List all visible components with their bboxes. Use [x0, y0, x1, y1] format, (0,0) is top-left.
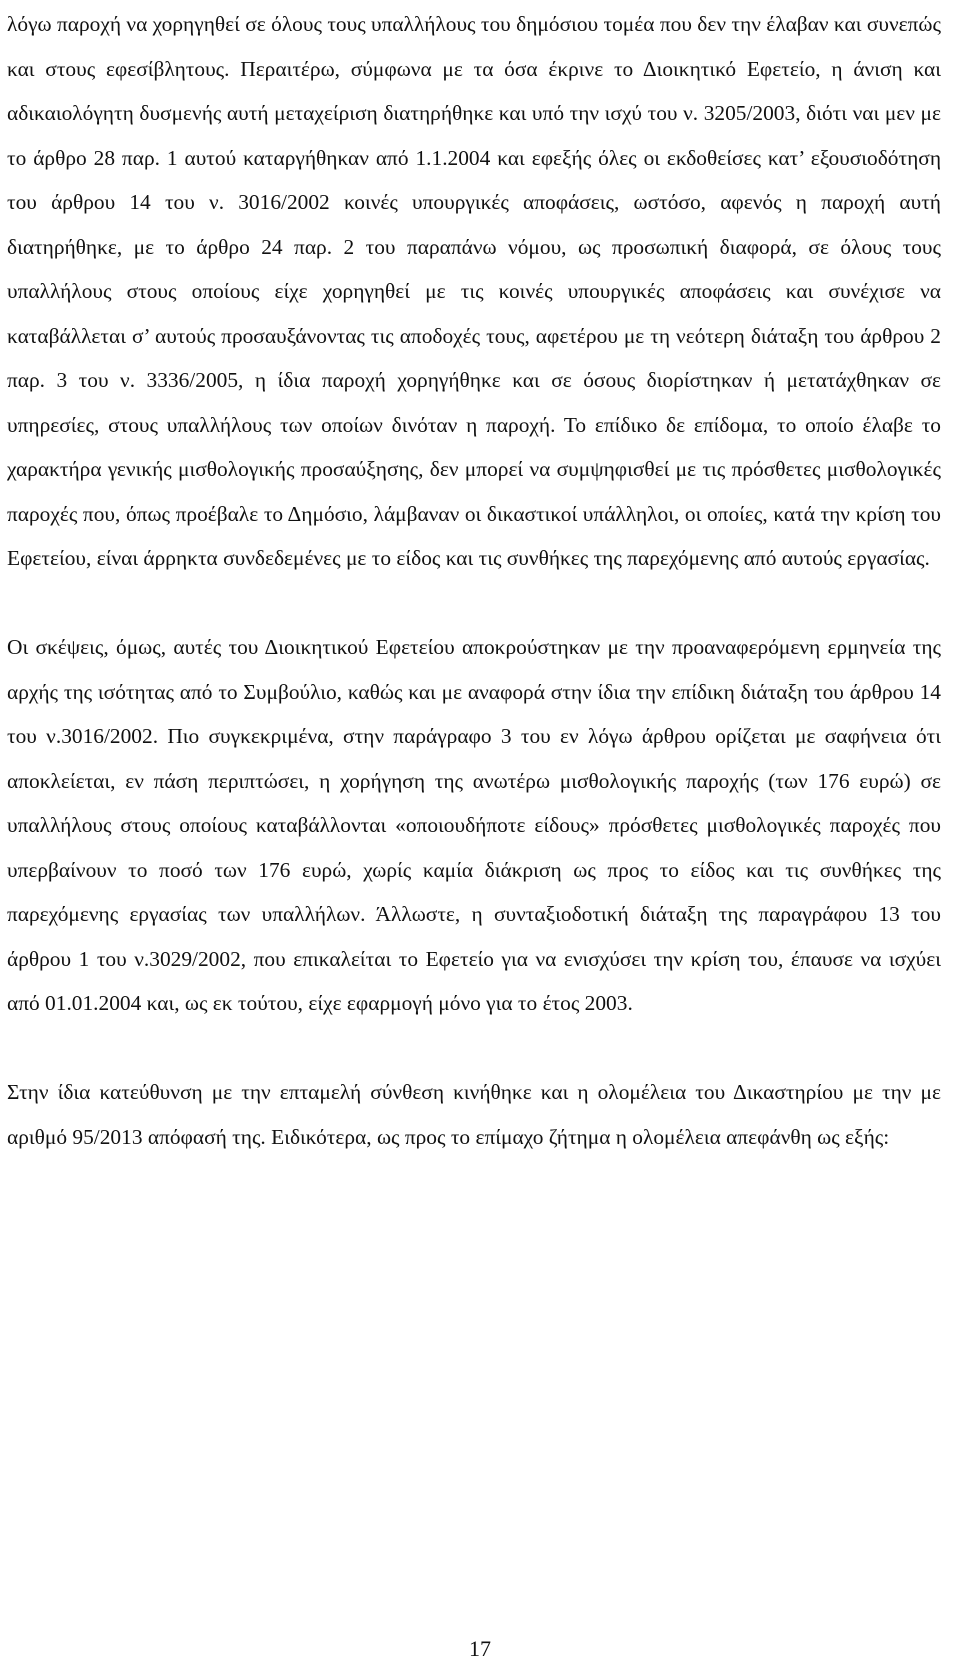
body-text [7, 2, 941, 1159]
page-number: 17 [469, 1636, 491, 1661]
paragraph-3: Στην ίδια κατεύθυνση με την επταμελή σύνθεση κινήθηκε και η ολομέλεια του Δικαστηρίου με την με αριθμό 95/2013 απόφασή της. Ειδικότερα, ως προς το επίμαχο ζήτημα η ολομέλεια απεφάνθη ως εξής: [7, 1080, 941, 1149]
paragraph-2: Οι σκέψεις, όμως, αυτές του Διοικητικού Εφετείου αποκρούστηκαν με την προαναφερόμενη ερμηνεία της αρχής της ισότητας από το Συμβούλιο, καθώς και με αναφορά στην ίδια την επίδικη διάταξη του άρθρου 14 του ν.3016/2002. Πιο συγκεκριμένα, στην παράγραφο 3 του εν λόγω άρθρου ορίζεται με σαφήνεια ότι αποκλείεται, εν πάση περιπτώσει, η χορήγηση της ανωτέρω μισθολογικής παροχής (των 176 ευρώ) σε υπαλλήλους στους οποίους καταβάλλονται «οποιουδήποτε είδους» πρόσθετες μισθολογικές παροχές που υπερβαίνουν το ποσό των 176 ευρώ, χωρίς καμία διάκριση ως προς το είδος και τις συνθήκες της παρεχόμενης εργασίας των υπαλλήλων. Άλλωστε, η συνταξιοδοτική διάταξη της παραγράφου 13 του άρθρου 1 του ν.3029/2002, που επικαλείται το Εφετείο για να ενισχύσει την κρίση του, έπαυσε να ισχύει από 01.01.2004 και, ως εκ τούτου, είχε εφαρμογή μόνο για το έτος 2003. [7, 635, 941, 1015]
paragraph-1: λόγω παροχή να χορηγηθεί σε όλους τους υπαλλήλους του δημόσιου τομέα που δεν την έλαβαν και συνεπώς και στους εφεσίβλητους. Περαιτέρω, σύμφωνα με τα όσα έκρινε το Διοικητικό Εφετείο, η άνιση και αδικαιολόγητη δυσμενής αυτή μεταχείριση διατηρήθηκε και υπό την ισχύ του ν. 3205/2003, διότι ναι μεν με το άρθρο 28 παρ. 1 αυτού καταργήθηκαν από 1.1.2004 και εφεξής όλες οι εκδοθείσες κατ’ εξουσιοδότηση του άρθρου 14 του ν. 3016/2002 κοινές υπουργικές αποφάσεις, ωστόσο, αφενός η παροχή αυτή διατηρήθηκε, με το άρθρο 24 παρ. 2 του παραπάνω νόμου, ως προσωπική διαφορά, σε όλους τους υπαλλήλους στους οποίους είχε χορηγηθεί με τις κοινές υπουργικές αποφάσεις και συνέχισε να καταβάλλεται σ’ αυτούς προσαυξάνοντας τις αποδοχές τους, αφετέρου με τη νεότερη διάταξη του άρθρου 2 παρ. 3 του ν. 3336/2005, η ίδια παροχή χορηγήθηκε και σε όσους διορίστηκαν ή μετατάχθηκαν σε υπηρεσίες, στους υπαλλήλους των οποίων δινόταν η παροχή. Το επίδικο δε επίδομα, το οποίο έλαβε το χαρακτήρα γενικής μισθολογικής προσαύξησης, δεν μπορεί να συμψηφισθεί με τις πρόσθετες μισθολογικές παροχές που, όπως προέβαλε το Δημόσιο, λάμβαναν οι δικαστικοί υπάλληλοι, οι οποίες, κατά την κρίση του Εφετείου, είναι άρρηκτα συνδεδεμένες με το είδος και τις συνθήκες της παρεχόμενης από αυτούς εργασίας. [7, 12, 941, 570]
